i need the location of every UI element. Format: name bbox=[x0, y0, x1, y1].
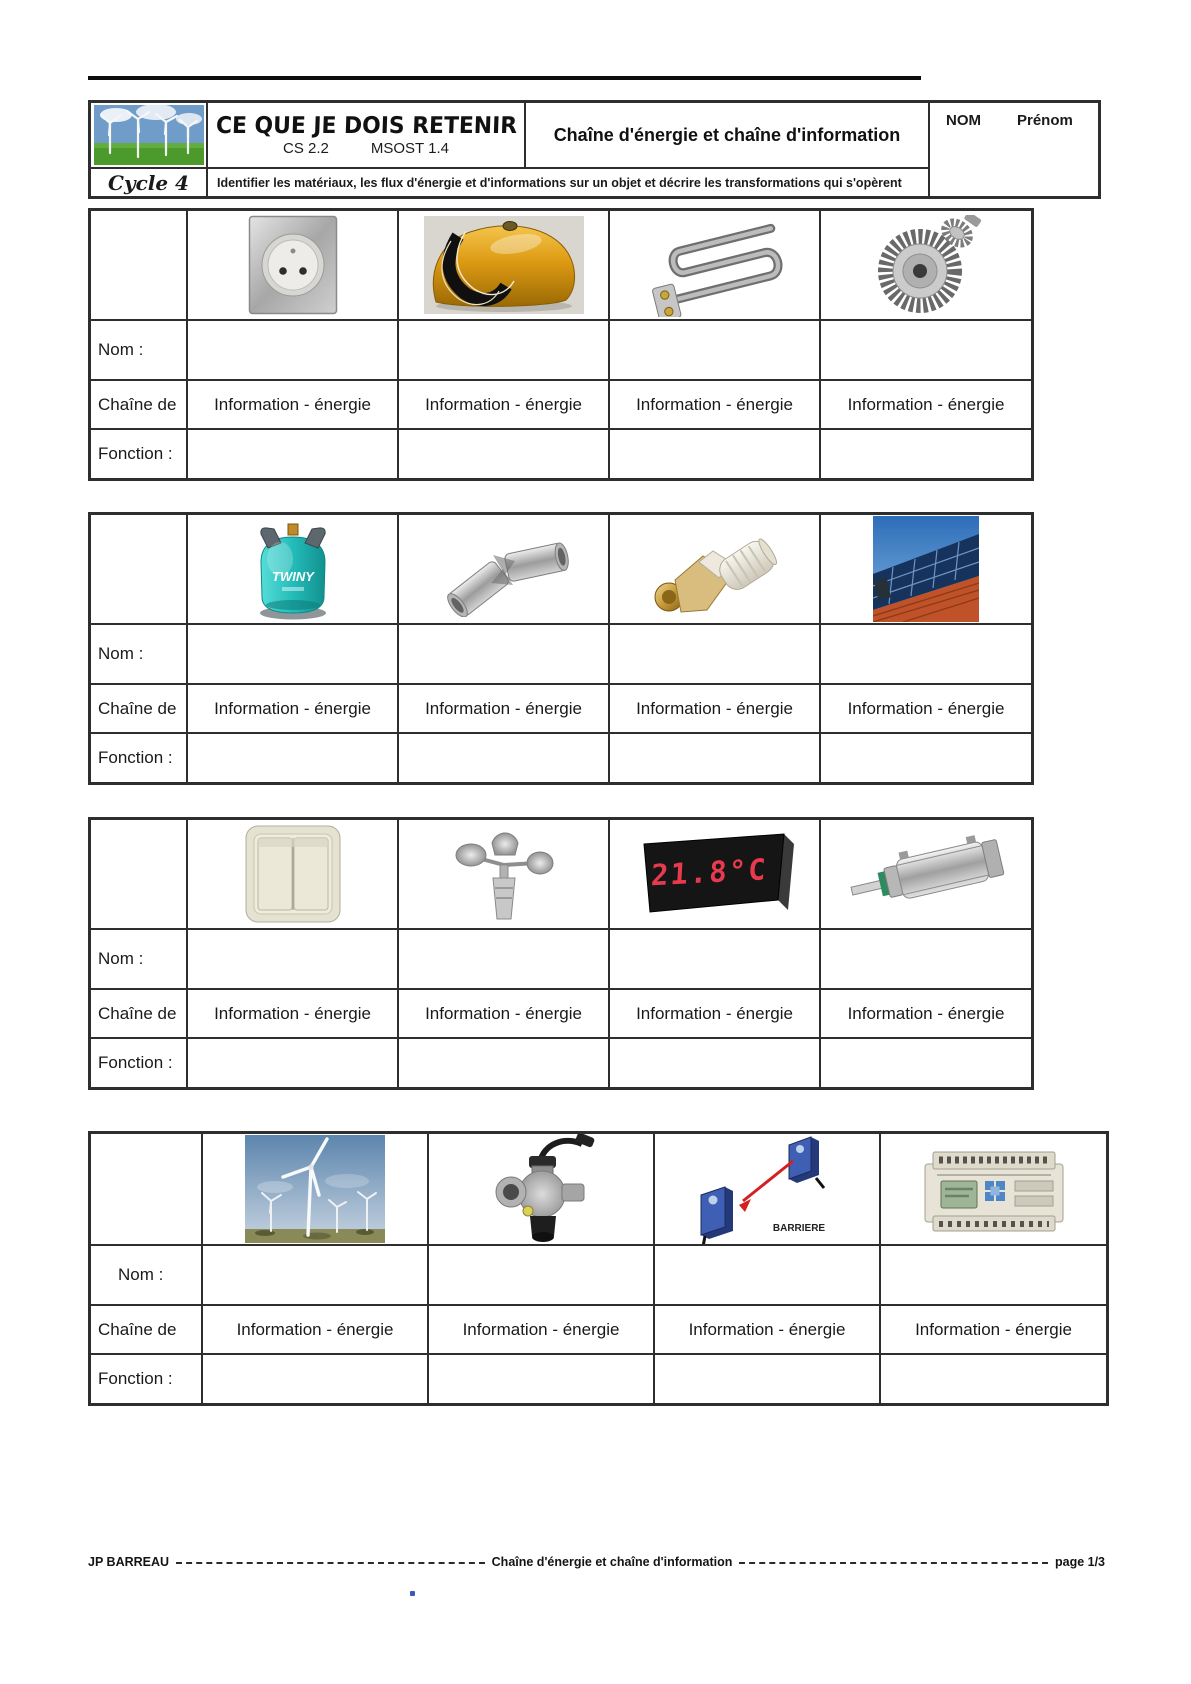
worksheet-table-2 bbox=[88, 512, 1034, 785]
corner-cell bbox=[90, 819, 187, 929]
chain-choice-cell[interactable]: Information - énergie bbox=[202, 1305, 428, 1354]
chain-choice-cell[interactable]: Information - énergie bbox=[820, 989, 1032, 1038]
electrical-outlet-photo bbox=[248, 215, 338, 315]
pneumatic-cylinder-photo bbox=[840, 826, 1012, 922]
fonction-answer-cell[interactable] bbox=[398, 1038, 609, 1088]
carburetor-photo bbox=[482, 1133, 600, 1245]
row-label-chaine: Chaîne de bbox=[90, 989, 187, 1038]
fonction-answer-cell[interactable] bbox=[187, 733, 398, 783]
chain-choice-cell[interactable]: Information - énergie bbox=[609, 989, 820, 1038]
cycle-label: Cycle 4 bbox=[90, 168, 207, 197]
nom-answer-cell[interactable] bbox=[187, 624, 398, 684]
chain-choice-cell[interactable]: Information - énergie bbox=[398, 989, 609, 1038]
chain-choice-cell[interactable]: Information - énergie bbox=[820, 380, 1032, 429]
image-cell bbox=[187, 210, 398, 320]
page-footer bbox=[88, 1555, 1105, 1569]
nom-answer-cell[interactable] bbox=[428, 1245, 654, 1305]
title-cell bbox=[207, 102, 525, 168]
row-label-nom: Nom : bbox=[90, 320, 187, 380]
fonction-answer-cell[interactable] bbox=[428, 1354, 654, 1404]
fonction-answer-cell[interactable] bbox=[609, 1038, 820, 1088]
image-cell bbox=[820, 819, 1032, 929]
nom-answer-cell[interactable] bbox=[609, 624, 820, 684]
nom-answer-cell[interactable] bbox=[820, 929, 1032, 989]
prenom-label: Prénom bbox=[1017, 112, 1073, 129]
nom-answer-cell[interactable] bbox=[609, 320, 820, 380]
competence-code-cs: CS 2.2 bbox=[283, 140, 329, 157]
header-table bbox=[88, 100, 1101, 199]
plc-module-photo bbox=[917, 1136, 1071, 1242]
nom-answer-cell[interactable] bbox=[880, 1245, 1107, 1305]
chain-choice-cell[interactable]: Information - énergie bbox=[820, 684, 1032, 733]
barrier-label: BARRIERE bbox=[772, 1223, 826, 1234]
competence-code-msost: MSOST 1.4 bbox=[370, 140, 449, 157]
solar-panels-roof-photo bbox=[873, 516, 979, 622]
fonction-answer-cell[interactable] bbox=[820, 1038, 1032, 1088]
row-label-fonction: Fonction : bbox=[90, 1354, 202, 1404]
display-reading: 21.8°C bbox=[649, 852, 768, 893]
nom-answer-cell[interactable] bbox=[398, 320, 609, 380]
image-cell bbox=[202, 1133, 428, 1245]
row-label-fonction: Fonction : bbox=[90, 1038, 187, 1088]
corner-cell bbox=[90, 210, 187, 320]
motorcycle-fuel-tank-photo bbox=[424, 216, 584, 314]
chain-choice-cell[interactable]: Information - énergie bbox=[428, 1305, 654, 1354]
anemometer-photo bbox=[448, 823, 560, 925]
row-label-fonction: Fonction : bbox=[90, 733, 187, 783]
competence-description: Identifier les matériaux, les flux d'énergie et d'informations sur un objet et décrire les transformations qui s'opèrent bbox=[207, 168, 929, 197]
page-title: CE QUE JE DOIS RETENIR bbox=[215, 113, 517, 139]
fonction-answer-cell[interactable] bbox=[609, 733, 820, 783]
image-cell bbox=[398, 210, 609, 320]
image-cell bbox=[609, 514, 820, 624]
bevel-gear-photo bbox=[867, 215, 985, 315]
nom-answer-cell[interactable] bbox=[820, 320, 1032, 380]
digital-temperature-display-photo bbox=[634, 830, 796, 918]
image-cell bbox=[428, 1133, 654, 1245]
row-label-nom: Nom : bbox=[90, 624, 187, 684]
fonction-answer-cell[interactable] bbox=[398, 733, 609, 783]
nom-answer-cell[interactable] bbox=[202, 1245, 428, 1305]
image-cell bbox=[187, 819, 398, 929]
stray-blue-dot bbox=[410, 1591, 415, 1596]
fonction-answer-cell[interactable] bbox=[609, 429, 820, 479]
top-horizontal-rule bbox=[88, 76, 921, 80]
corner-cell bbox=[90, 1133, 202, 1245]
corner-cell bbox=[90, 514, 187, 624]
chain-choice-cell[interactable]: Information - énergie bbox=[187, 989, 398, 1038]
chain-choice-cell[interactable]: Information - énergie bbox=[187, 684, 398, 733]
image-cell bbox=[398, 819, 609, 929]
image-cell bbox=[609, 210, 820, 320]
image-cell bbox=[820, 514, 1032, 624]
nom-answer-cell[interactable] bbox=[398, 624, 609, 684]
chain-choice-cell[interactable]: Information - énergie bbox=[187, 380, 398, 429]
chain-choice-cell[interactable]: Information - énergie bbox=[398, 380, 609, 429]
image-cell bbox=[880, 1133, 1107, 1245]
double-light-switch-photo bbox=[243, 823, 343, 925]
gas-bottle-brand: TWINY bbox=[271, 569, 314, 584]
fonction-answer-cell[interactable] bbox=[398, 429, 609, 479]
fonction-answer-cell[interactable] bbox=[820, 733, 1032, 783]
row-label-chaine: Chaîne de bbox=[90, 684, 187, 733]
footer-title: Chaîne d'énergie et chaîne d'information bbox=[491, 1555, 733, 1569]
image-cell bbox=[398, 514, 609, 624]
logo-cell bbox=[90, 102, 207, 168]
wind-turbines-photo bbox=[245, 1135, 385, 1243]
nom-label: NOM bbox=[946, 112, 981, 129]
lesson-title: Chaîne d'énergie et chaîne d'information bbox=[525, 102, 929, 168]
fonction-answer-cell[interactable] bbox=[202, 1354, 428, 1404]
chain-choice-cell[interactable]: Information - énergie bbox=[654, 1305, 880, 1354]
fonction-answer-cell[interactable] bbox=[654, 1354, 880, 1404]
photoelectric-barrier-photo bbox=[687, 1133, 847, 1245]
row-label-nom: Nom : bbox=[90, 929, 187, 989]
fonction-answer-cell[interactable] bbox=[187, 429, 398, 479]
worksheet-table-4 bbox=[88, 1131, 1109, 1406]
wind-farm-logo bbox=[94, 105, 204, 165]
nom-answer-cell[interactable] bbox=[187, 320, 398, 380]
chain-choice-cell[interactable]: Information - énergie bbox=[609, 380, 820, 429]
twiny-gas-bottle-photo bbox=[233, 517, 353, 621]
chain-choice-cell[interactable]: Information - énergie bbox=[398, 684, 609, 733]
nom-answer-cell[interactable] bbox=[609, 929, 820, 989]
thermostatic-valve-photo bbox=[647, 518, 782, 620]
footer-dash-line bbox=[739, 1562, 1048, 1564]
chain-choice-cell[interactable]: Information - énergie bbox=[609, 684, 820, 733]
image-cell bbox=[187, 514, 398, 624]
nom-answer-cell[interactable] bbox=[187, 929, 398, 989]
universal-joint-photo bbox=[429, 521, 579, 617]
worksheet-table-3 bbox=[88, 817, 1034, 1090]
image-cell bbox=[609, 819, 820, 929]
row-label-nom: Nom : bbox=[90, 1245, 202, 1305]
nom-answer-cell[interactable] bbox=[820, 624, 1032, 684]
row-label-fonction: Fonction : bbox=[90, 429, 187, 479]
worksheet-table-1 bbox=[88, 208, 1034, 481]
fonction-answer-cell[interactable] bbox=[820, 429, 1032, 479]
nom-answer-cell[interactable] bbox=[654, 1245, 880, 1305]
row-label-chaine: Chaîne de bbox=[90, 380, 187, 429]
row-label-chaine: Chaîne de bbox=[90, 1305, 202, 1354]
nom-answer-cell[interactable] bbox=[398, 929, 609, 989]
heating-element-photo bbox=[626, 213, 804, 317]
fonction-answer-cell[interactable] bbox=[187, 1038, 398, 1088]
image-cell bbox=[820, 210, 1032, 320]
footer-author: JP BARREAU bbox=[88, 1555, 170, 1569]
footer-page-number: page 1/3 bbox=[1054, 1555, 1106, 1569]
chain-choice-cell[interactable]: Information - énergie bbox=[880, 1305, 1107, 1354]
fonction-answer-cell[interactable] bbox=[880, 1354, 1107, 1404]
name-cell[interactable] bbox=[929, 102, 1099, 197]
footer-dash-line bbox=[176, 1562, 485, 1564]
image-cell bbox=[654, 1133, 880, 1245]
